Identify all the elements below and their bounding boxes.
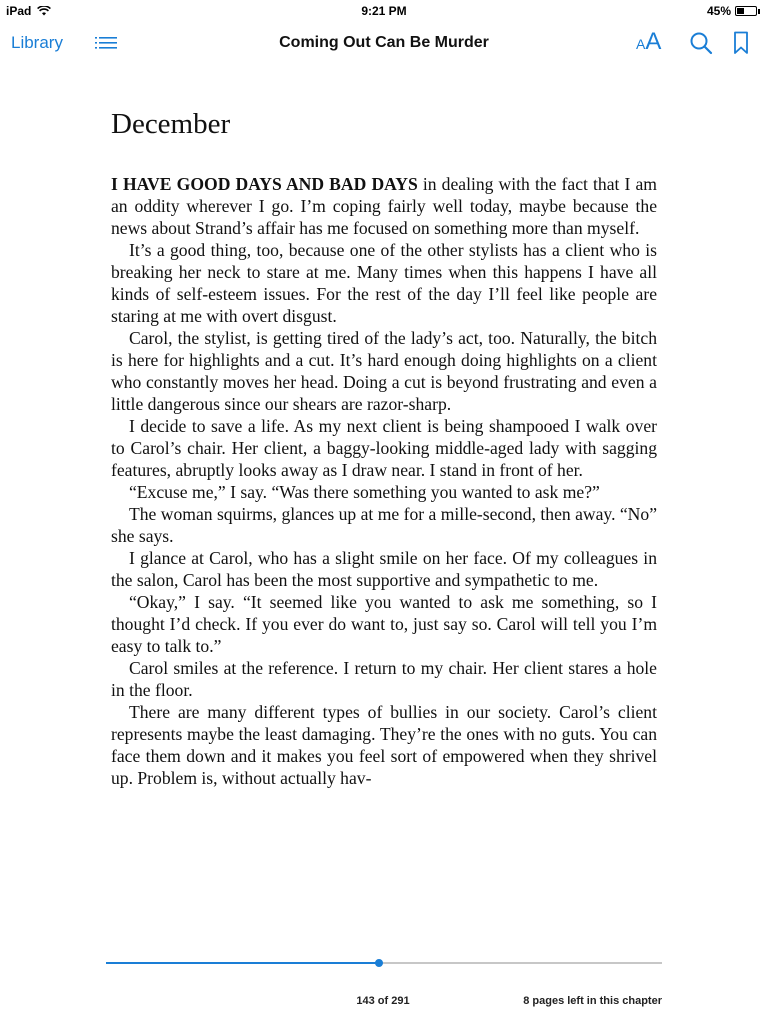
paragraph-text: in dealing with the fact that I am an oddity wherever I go. I’m coping fairly well today, maybe because the news about Strand’s affair has me focused on something more than myself. (111, 174, 657, 238)
paragraph: Carol smiles at the reference. I return to my chair. Her client stares a hole in the floor. (111, 658, 657, 700)
page-number: 143 of 291 (356, 995, 410, 1007)
battery-percent: 45% (706, 4, 731, 18)
clock: 9:21 PM (361, 4, 407, 18)
search-icon[interactable] (689, 31, 713, 55)
paragraph: “Okay,” I say. “It seemed like you wanted to ask me something, so I thought I’d check. If you ever do want to, just say so. Carol will tell you I’m easy to talk to.” (111, 592, 657, 656)
font-large-glyph: A (645, 28, 662, 55)
scrubber-knob[interactable] (375, 959, 383, 967)
font-size-button[interactable] (636, 28, 661, 56)
paragraph: It’s a good thing, too, because one of the other stylists has a client who is breaking her neck to stare at me. Many times when this happens I have all kinds of self-esteem issues. For the rest of the day I’ll feel like people are staring at me with overt disgust. (111, 240, 657, 326)
status-right (707, 4, 760, 18)
status-bar (0, 0, 768, 22)
chapter-title: December (111, 108, 231, 140)
library-button[interactable]: Library (11, 33, 63, 52)
lead-in: I HAVE GOOD DAYS AND BAD DAYS (111, 174, 418, 194)
paragraph: There are many different types of bullies in our society. Carol’s client represents maybe the least damaging. They’re the ones with no guts. You can face them down and it makes you feel sort of empowered when they shrivel up. Problem is, without actually hav- (111, 702, 657, 788)
scrubber-progress (106, 962, 379, 964)
font-small-glyph: A (636, 36, 646, 52)
paragraph: The woman squirms, glances up at me for a mille-second, then away. “No” she says. (111, 504, 657, 546)
book-title: Coming Out Can Be Murder (279, 34, 489, 51)
paragraph (111, 173, 657, 239)
paragraph: Carol, the stylist, is getting tired of the lady’s act, too. Naturally, the bitch is here for highlights and a cut. It’s hard enough doing highlights on a client who constantly moves her head. Doing a cut is beyond frustrating and even a little dangerous since our shears are razor-sharp. (111, 328, 657, 414)
bookmark-icon[interactable] (733, 31, 749, 55)
paragraph: I decide to save a life. As my next client is being shampooed I walk over to Carol’s chair. Her client, a baggy-looking middle-aged lady with sagging features, abruptly looks away as I draw near. I stand in front of her. (111, 416, 657, 480)
paragraph: “Excuse me,” I say. “Was there something you wanted to ask me?” (129, 482, 600, 502)
battery-tip (758, 9, 760, 14)
pages-left-in-chapter: 8 pages left in this chapter (523, 995, 662, 1007)
battery-level (737, 8, 744, 14)
device-name: iPad (6, 4, 32, 18)
page-scrubber[interactable] (106, 962, 662, 964)
book-page (111, 104, 657, 789)
list-icon[interactable] (95, 35, 117, 51)
paragraph: I glance at Carol, who has a slight smile on her face. Of my colleagues in the salon, Carol has been the most supportive and sympathetic to me. (111, 548, 657, 590)
battery-icon (735, 6, 757, 16)
reader-toolbar (0, 22, 768, 64)
